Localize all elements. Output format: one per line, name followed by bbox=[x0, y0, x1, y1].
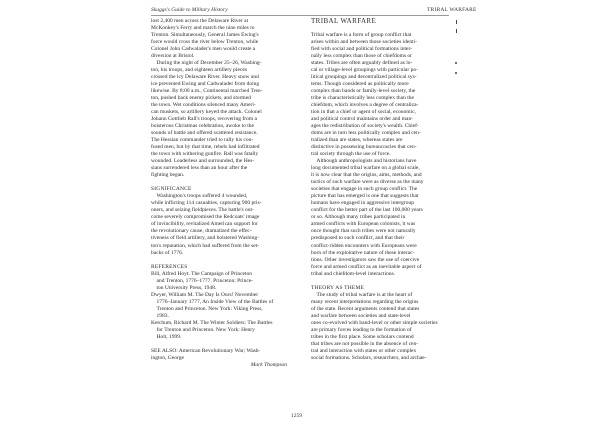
section-heading-theory: THEORY AS THEME bbox=[311, 284, 365, 291]
text-line: while inflicting 114 casualties, capturing 900 pris- bbox=[151, 200, 262, 207]
text-line: diversion at Bristol. bbox=[151, 53, 195, 60]
text-line: oners, and seizing fieldpieces. The battle's out- bbox=[151, 207, 254, 214]
text-line: Although anthropologists and historians have bbox=[311, 158, 417, 165]
left-column bbox=[151, 18, 287, 369]
text-line: of invincibility, revitalized American support for bbox=[151, 221, 258, 228]
text-line: crossed the icy Delaware River. Heavy snow and bbox=[151, 74, 259, 81]
reference-line: Ketchum, Richard M. The Winter Soldiers: The Battles bbox=[151, 319, 273, 326]
blank-line bbox=[311, 278, 449, 285]
text-line: The study of tribal warfare is at the heart of bbox=[311, 291, 413, 298]
reference-line: and Trenton, 1776–1777. Princeton: Prince- bbox=[151, 277, 254, 284]
reference-line: Dwyer, William M. The Day Is Ours! November bbox=[151, 291, 259, 298]
text-line: McKonkey's Ferry and march the nine miles to bbox=[151, 25, 255, 32]
text-line: ton's reputation, which had suffered from the set- bbox=[151, 242, 260, 249]
blank-line bbox=[311, 25, 449, 32]
text-line: Trenton. Simultaneously, General James Ewing's bbox=[151, 32, 259, 39]
text-line: Colonel John Cadwalader's men would create a bbox=[151, 46, 256, 53]
text-line: force and armed conflict as an inevitable aspect of bbox=[311, 263, 422, 270]
text-line: long documented tribal warfare on a global scale, bbox=[311, 165, 420, 172]
blank-line bbox=[151, 179, 287, 186]
reference-line: Holt, 1999. bbox=[151, 333, 182, 340]
text-line: tral and interaction with states or other complex bbox=[311, 347, 417, 354]
text-line: ages the redistribution of society's wealth. Chief- bbox=[311, 123, 419, 130]
text-line: distinctive in possessing bureaucracies that cen- bbox=[311, 144, 417, 151]
see-also-line: ington, George bbox=[151, 354, 184, 361]
text-line: ice prevented Ewing and Cadwalader from doing bbox=[151, 81, 260, 88]
text-line: social formations. Scholars, researchers, and archae- bbox=[311, 354, 427, 361]
text-line: complex than bands or family-level society, the bbox=[311, 88, 416, 95]
section-heading-significance: SIGNIFICANCE bbox=[151, 186, 192, 193]
text-line: societies that engage in such group conflict. The bbox=[311, 186, 418, 193]
blank-line bbox=[151, 341, 287, 348]
text-line: it is now clear that the origins, aims, methods, and bbox=[311, 172, 422, 179]
text-line: states. Tribes are often arguably defined as lo- bbox=[311, 60, 413, 67]
reference-line: Bill, Alfred Hoyt. The Campaign of Princeton bbox=[151, 270, 253, 277]
margin-mark bbox=[456, 29, 457, 33]
text-line: the revolutionary cause, dramatized the effec- bbox=[151, 228, 252, 235]
text-line: are primary forces leading to the formation of bbox=[311, 326, 412, 333]
text-line: nally less complex than those of chiefdoms or bbox=[311, 53, 412, 60]
text-line: tion in that a chief or agent of social, economic, bbox=[311, 109, 416, 116]
text-line: Johann Gottlieb Rall's troops, recovering from a bbox=[151, 116, 257, 123]
text-line: and political control maintains order and man- bbox=[311, 116, 414, 123]
reference-line: for Trenton and Princeton. New York: Henry bbox=[151, 326, 255, 333]
reference-line: Trenton and Princeton. New York: Viking Press, bbox=[151, 305, 263, 312]
reference-line: ton University Press, 1948. bbox=[151, 284, 217, 291]
text-line: born of the exploitative nature of these interac- bbox=[311, 249, 415, 256]
text-line: armed conflicts with European colonists, it was bbox=[311, 221, 416, 228]
text-line: tribes in the first place. Some scholars contend bbox=[311, 333, 414, 340]
text-line: the town with withering gunfire. Rall was fatally bbox=[151, 151, 259, 158]
text-line: lost 2,400 men across the Delaware River at bbox=[151, 18, 249, 24]
text-line: tribal and chiefdom-level interactions. bbox=[311, 270, 395, 277]
author-signature: Mark Thompson bbox=[250, 361, 287, 368]
section-heading-references: REFERENCES bbox=[151, 263, 188, 270]
page-number: 1259 bbox=[291, 413, 302, 419]
see-also-line: SEE ALSO: American Revolutionary War; Wash- bbox=[151, 347, 261, 354]
text-line: ton, pushed back enemy pickets, and stormed bbox=[151, 95, 251, 102]
text-line: picture that has emerged is one that suggests that bbox=[311, 193, 419, 200]
running-header-left: Skaggs's Guide to Military History bbox=[151, 7, 228, 13]
text-line: tiveness of field artillery, and bolstered Washing- bbox=[151, 235, 259, 242]
margin-mark bbox=[455, 62, 457, 64]
text-line: litical groupings and decentralized political sys- bbox=[311, 74, 417, 81]
text-line: or so. Although many tribes participated in bbox=[311, 214, 406, 221]
text-line: fied with social and political formations inter- bbox=[311, 46, 413, 53]
text-line: Washington's troops suffered 4 wounded, bbox=[151, 193, 248, 200]
text-line: tralized than are states, whereas states are bbox=[311, 137, 403, 144]
text-line: sounds of battle and offered scattered resistance. bbox=[151, 130, 258, 137]
text-line: tral society through the use of force. bbox=[311, 151, 391, 158]
text-line: sians surrendered less than an hour after the bbox=[151, 165, 248, 172]
margin-mark bbox=[456, 20, 457, 24]
article-title: TRIBAL WARFARE bbox=[311, 17, 377, 25]
margin-mark bbox=[455, 72, 457, 74]
text-line: tactics of such warfare were as diverse as the many bbox=[311, 179, 424, 186]
text-line: come severely compromised the Redcoats' image bbox=[151, 214, 260, 221]
right-column bbox=[311, 18, 449, 362]
reference-line: 1983. bbox=[151, 312, 169, 319]
text-line: humans have engaged in aggressive intergroup bbox=[311, 200, 414, 207]
text-line: that tribes are not possible in the absence of cen- bbox=[311, 340, 419, 347]
text-line: the town. Wet conditions silenced many Ameri- bbox=[151, 102, 256, 109]
text-line: predisposed to such conflict, and that their bbox=[311, 235, 405, 242]
text-line: wounded. Leaderless and surrounded, the Hes- bbox=[151, 158, 255, 165]
text-line: arises within and between those societies identi- bbox=[311, 39, 417, 46]
text-line: During the night of December 25–26, Washing- bbox=[151, 60, 262, 67]
reference-line: 1776–January 1777, An Inside View of the Battles of bbox=[151, 298, 274, 305]
text-line: ton, his troops, and eighteen artillery pieces bbox=[151, 67, 247, 74]
text-line: chiefdom, which involves a degree of centraliza- bbox=[311, 102, 419, 109]
text-line: can muskets, so artillery keyed the attack. Colonel bbox=[151, 109, 262, 116]
text-line: tems. Though considered as politically more bbox=[311, 81, 409, 88]
text-line: of the state. Recent arguments contend that states bbox=[311, 305, 420, 312]
text-line: conflict for the better part of the last 100,000 years bbox=[311, 207, 423, 214]
blank-line bbox=[151, 257, 287, 264]
text-line: once thought that such tribes were not naturally bbox=[311, 228, 416, 235]
text-line: The Hessian commander tried to rally his con- bbox=[151, 137, 254, 144]
text-line: many recent interpretations regarding the origins bbox=[311, 298, 419, 305]
text-line: backs of 1776. bbox=[151, 249, 184, 256]
text-line: conflict-ridden encounters with Europeans were bbox=[311, 242, 417, 249]
text-line: tions. Other investigators saw the use of coercive bbox=[311, 256, 420, 263]
text-line: fighting began. bbox=[151, 172, 185, 179]
text-line: tribe is characteristically less complex than the bbox=[311, 95, 414, 102]
running-header-right: TRIBAL WARFARE bbox=[427, 7, 477, 13]
text-line: force would cross the river below Trenton, while bbox=[151, 39, 259, 46]
header-rule bbox=[151, 15, 449, 16]
text-line: cal or village-level groupings with particular po- bbox=[311, 67, 418, 74]
text-line: Tribal warfare is a form of group conflict that bbox=[311, 32, 412, 39]
text-line: boisterous Christmas celebration, awoke to the bbox=[151, 123, 254, 130]
text-line: ones co-evolved with band-level or other simple societies bbox=[311, 319, 438, 326]
text-line: likewise. By 8:00 a.m., Continental marched Tren- bbox=[151, 88, 263, 95]
text-line: and warfare between societies and state-level bbox=[311, 312, 411, 319]
text-line: doms are in turn less politically complex and cen- bbox=[311, 130, 421, 137]
text-line: fused men, but by that time, rebels had infiltrated bbox=[151, 144, 260, 151]
